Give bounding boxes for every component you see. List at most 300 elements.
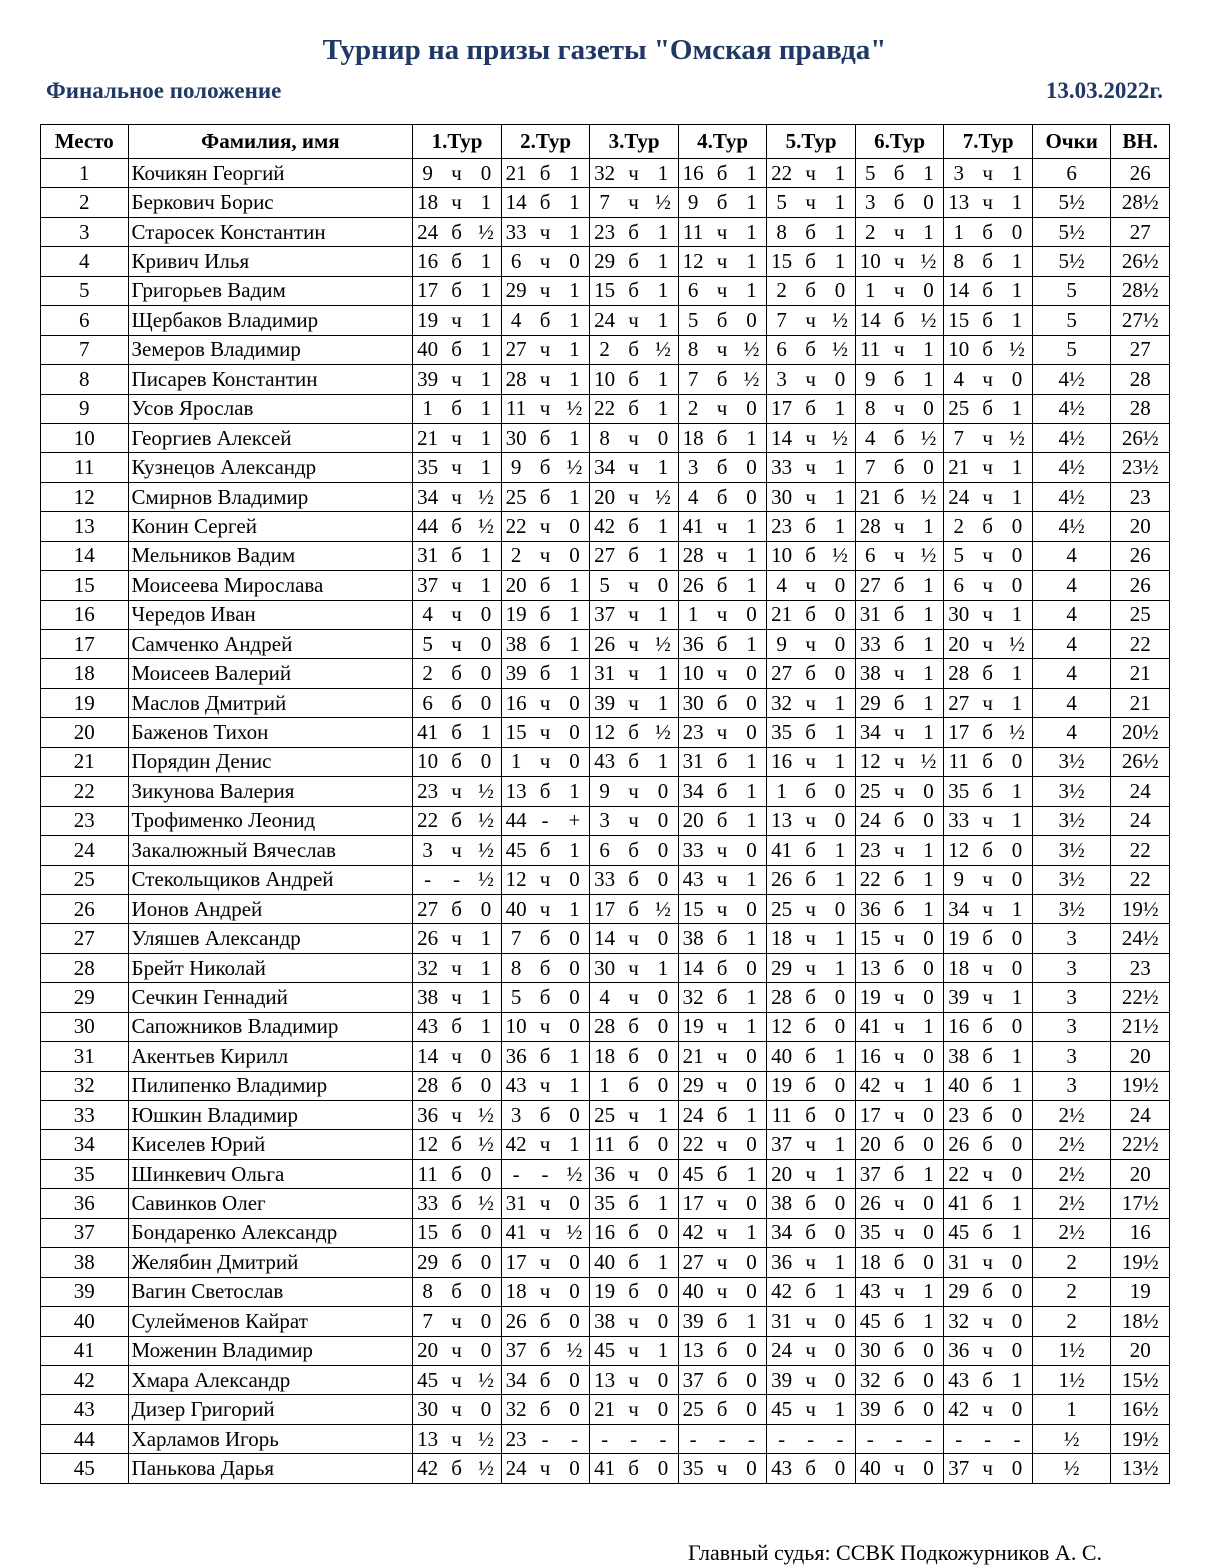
tiebreak-cell: 27½ [1111, 306, 1170, 335]
color-cell: б [885, 806, 914, 835]
color-cell: ч [885, 512, 914, 541]
opponent-cell: 28 [678, 541, 707, 570]
result-cell: 1 [737, 806, 767, 835]
color-cell: ч [442, 630, 471, 659]
result-cell: 0 [560, 247, 590, 276]
result-cell: 1 [825, 453, 855, 482]
color-cell: б [708, 571, 737, 600]
color-cell: б [619, 1277, 648, 1306]
table-row [41, 247, 1170, 276]
color-cell: б [530, 659, 559, 688]
place-cell: 35 [41, 1159, 129, 1188]
opponent-cell: 26 [501, 1307, 530, 1336]
points-cell: 4 [1032, 571, 1110, 600]
opponent-cell: 44 [501, 806, 530, 835]
result-cell: 0 [825, 1218, 855, 1247]
place-cell: 45 [41, 1454, 129, 1483]
result-cell: 1 [825, 688, 855, 717]
result-cell: 0 [1002, 1307, 1032, 1336]
result-cell: ½ [471, 1424, 501, 1453]
opponent-cell: 22 [501, 512, 530, 541]
opponent-cell: 12 [678, 247, 707, 276]
result-cell: 0 [737, 1454, 767, 1483]
result-cell: 0 [1002, 1277, 1032, 1306]
player-name-cell: Баженов Тихон [128, 718, 413, 747]
color-cell: ч [708, 1012, 737, 1041]
color-cell: ч [708, 1218, 737, 1247]
opponent-cell: 17 [590, 894, 619, 923]
color-cell: б [885, 453, 914, 482]
table-row [41, 1042, 1170, 1071]
opponent-cell: 37 [413, 571, 442, 600]
result-cell: 1 [1002, 983, 1032, 1012]
color-cell: б [885, 1248, 914, 1277]
result-cell: 1 [737, 1101, 767, 1130]
result-cell: 0 [560, 1454, 590, 1483]
table-row [41, 335, 1170, 364]
opponent-cell: 34 [678, 777, 707, 806]
result-cell: 1 [914, 217, 944, 246]
opponent-cell: 39 [678, 1307, 707, 1336]
points-cell: 2½ [1032, 1130, 1110, 1159]
points-cell: 3½ [1032, 806, 1110, 835]
color-cell: б [530, 1101, 559, 1130]
result-cell: 0 [648, 423, 678, 452]
color-cell: ч [530, 747, 559, 776]
color-cell: ч [708, 865, 737, 894]
opponent-cell: 5 [678, 306, 707, 335]
table-row [41, 1336, 1170, 1365]
color-cell: ч [530, 394, 559, 423]
color-cell: ч [619, 1101, 648, 1130]
color-cell: ч [442, 188, 471, 217]
color-cell: б [619, 1454, 648, 1483]
tiebreak-cell: 24 [1111, 806, 1170, 835]
table-row [41, 512, 1170, 541]
color-cell: ч [885, 836, 914, 865]
color-cell: б [796, 1012, 825, 1041]
color-cell: ч [708, 247, 737, 276]
opponent-cell: 29 [501, 276, 530, 305]
opponent-cell: 31 [944, 1248, 973, 1277]
opponent-cell: 31 [855, 600, 884, 629]
result-cell: 0 [1002, 217, 1032, 246]
color-cell: ч [530, 1189, 559, 1218]
result-cell: ½ [1002, 423, 1032, 452]
opponent-cell: 10 [767, 541, 796, 570]
player-name-cell: Панькова Дарья [128, 1454, 413, 1483]
opponent-cell: 23 [678, 718, 707, 747]
color-cell: б [619, 1071, 648, 1100]
result-cell: 0 [914, 983, 944, 1012]
points-cell: 4 [1032, 718, 1110, 747]
points-cell: 4 [1032, 630, 1110, 659]
opponent-cell: 36 [944, 1336, 973, 1365]
player-name-cell: Щербаков Владимир [128, 306, 413, 335]
result-cell: 1 [648, 1101, 678, 1130]
tiebreak-cell: 15½ [1111, 1365, 1170, 1394]
table-row [41, 953, 1170, 982]
table-row [41, 865, 1170, 894]
result-cell: 0 [914, 1248, 944, 1277]
result-cell: 0 [471, 1248, 501, 1277]
opponent-cell: 27 [590, 541, 619, 570]
opponent-cell: 27 [678, 1248, 707, 1277]
opponent-cell: 10 [944, 335, 973, 364]
opponent-cell: 9 [413, 159, 442, 188]
color-cell: ч [530, 1454, 559, 1483]
color-cell: б [619, 894, 648, 923]
opponent-cell: 33 [944, 806, 973, 835]
color-cell: б [708, 159, 737, 188]
result-cell: ½ [471, 806, 501, 835]
opponent-cell: 3 [678, 453, 707, 482]
player-name-cell: Кривич Илья [128, 247, 413, 276]
opponent-cell: 32 [501, 1395, 530, 1424]
opponent-cell: 43 [501, 1071, 530, 1100]
result-cell: 0 [560, 1307, 590, 1336]
player-name-cell: Трофименко Леонид [128, 806, 413, 835]
result-cell: 0 [648, 1159, 678, 1188]
result-cell: 1 [560, 188, 590, 217]
opponent-cell: 7 [501, 924, 530, 953]
color-cell: ч [708, 1071, 737, 1100]
color-cell: б [619, 217, 648, 246]
result-cell: ½ [471, 1101, 501, 1130]
opponent-cell: 26 [413, 924, 442, 953]
opponent-cell: 31 [767, 1307, 796, 1336]
result-cell: 1 [471, 247, 501, 276]
player-name-cell: Мельников Вадим [128, 541, 413, 570]
color-cell: б [973, 1365, 1002, 1394]
color-cell: ч [619, 777, 648, 806]
color-cell: б [530, 453, 559, 482]
color-cell: б [973, 394, 1002, 423]
result-cell: ½ [737, 365, 767, 394]
result-cell: 0 [1002, 747, 1032, 776]
result-cell: 0 [1002, 1454, 1032, 1483]
result-cell: 1 [825, 159, 855, 188]
color-cell: б [619, 394, 648, 423]
color-cell: б [442, 1012, 471, 1041]
color-cell: б [708, 777, 737, 806]
opponent-cell: 15 [944, 306, 973, 335]
result-cell: 0 [825, 1454, 855, 1483]
opponent-cell: 6 [501, 247, 530, 276]
tiebreak-cell: 28½ [1111, 276, 1170, 305]
opponent-cell: 13 [855, 953, 884, 982]
color-cell: б [708, 188, 737, 217]
result-cell: 1 [560, 659, 590, 688]
result-cell: 0 [560, 1365, 590, 1394]
result-cell: 1 [648, 247, 678, 276]
result-cell: 0 [825, 365, 855, 394]
color-cell: б [796, 777, 825, 806]
color-cell: б [442, 659, 471, 688]
tiebreak-cell: 27 [1111, 217, 1170, 246]
color-cell: ч [796, 688, 825, 717]
opponent-cell: 28 [501, 365, 530, 394]
color-cell: ч [796, 630, 825, 659]
color-cell: б [619, 1042, 648, 1071]
result-cell: 1 [648, 688, 678, 717]
opponent-cell: 12 [855, 747, 884, 776]
opponent-cell: 33 [855, 630, 884, 659]
opponent-cell: 39 [855, 1395, 884, 1424]
result-cell: 1 [560, 600, 590, 629]
opponent-cell: 2 [413, 659, 442, 688]
color-cell: б [885, 1130, 914, 1159]
place-cell: 36 [41, 1189, 129, 1218]
result-cell: 1 [1002, 188, 1032, 217]
color-cell: ч [442, 1365, 471, 1394]
result-cell: 1 [737, 217, 767, 246]
color-cell: ч [796, 1336, 825, 1365]
color-cell: б [885, 1307, 914, 1336]
result-cell: 0 [648, 777, 678, 806]
result-cell: 0 [914, 1130, 944, 1159]
result-cell: ½ [825, 306, 855, 335]
opponent-cell: 29 [767, 953, 796, 982]
result-cell: 1 [648, 1189, 678, 1218]
color-cell: б [530, 1395, 559, 1424]
color-cell: ч [708, 718, 737, 747]
color-cell: б [885, 630, 914, 659]
place-cell: 14 [41, 541, 129, 570]
color-cell: б [442, 394, 471, 423]
color-cell: б [796, 394, 825, 423]
color-cell: ч [796, 188, 825, 217]
color-cell: ч [619, 806, 648, 835]
result-cell: 1 [648, 217, 678, 246]
result-cell: 1 [648, 1248, 678, 1277]
result-cell: ½ [648, 630, 678, 659]
color-cell: б [885, 571, 914, 600]
color-cell: ч [973, 571, 1002, 600]
opponent-cell: 32 [590, 159, 619, 188]
result-cell: 0 [914, 1454, 944, 1483]
color-cell: ч [708, 512, 737, 541]
opponent-cell: 21 [678, 1042, 707, 1071]
color-cell: ч [442, 983, 471, 1012]
result-cell: 1 [825, 953, 855, 982]
color-cell: б [885, 953, 914, 982]
place-cell: 24 [41, 836, 129, 865]
result-cell: 0 [1002, 1101, 1032, 1130]
player-name-cell: Желябин Дмитрий [128, 1248, 413, 1277]
opponent-cell: 42 [501, 1130, 530, 1159]
opponent-cell: 35 [855, 1218, 884, 1247]
result-cell: 0 [648, 806, 678, 835]
color-cell: б [442, 1130, 471, 1159]
result-cell: 1 [737, 541, 767, 570]
points-cell: 2½ [1032, 1159, 1110, 1188]
tiebreak-cell: 26 [1111, 571, 1170, 600]
result-cell: 1 [1002, 806, 1032, 835]
opponent-cell: 25 [590, 1101, 619, 1130]
place-cell: 20 [41, 718, 129, 747]
result-cell: 0 [648, 571, 678, 600]
opponent-cell: 1 [590, 1071, 619, 1100]
color-cell: б [796, 1189, 825, 1218]
result-cell: 0 [914, 1218, 944, 1247]
opponent-cell: 22 [855, 865, 884, 894]
table-row [41, 718, 1170, 747]
result-cell: 0 [648, 836, 678, 865]
color-cell: ч [796, 1307, 825, 1336]
page-title: Турнир на призы газеты "Омская правда" [322, 34, 887, 66]
table-row [41, 1071, 1170, 1100]
result-cell: ½ [825, 423, 855, 452]
player-name-cell: Самченко Андрей [128, 630, 413, 659]
result-cell: 1 [1002, 1071, 1032, 1100]
points-cell: 4 [1032, 659, 1110, 688]
tiebreak-cell: 21½ [1111, 1012, 1170, 1041]
result-cell: 0 [737, 1071, 767, 1100]
opponent-cell: 26 [944, 1130, 973, 1159]
player-name-cell: Чередов Иван [128, 600, 413, 629]
player-name-cell: Моисеев Валерий [128, 659, 413, 688]
result-cell: 1 [914, 1159, 944, 1188]
player-name-cell: Моженин Владимир [128, 1336, 413, 1365]
color-cell: ч [885, 983, 914, 1012]
opponent-cell: 29 [678, 1071, 707, 1100]
color-cell: б [442, 718, 471, 747]
opponent-cell: 1 [678, 600, 707, 629]
result-cell: 1 [1002, 159, 1032, 188]
result-cell: 1 [648, 306, 678, 335]
color-cell: ч [885, 659, 914, 688]
opponent-cell: 23 [767, 512, 796, 541]
color-cell: б [796, 600, 825, 629]
points-cell: 4½ [1032, 423, 1110, 452]
result-cell: 0 [737, 1365, 767, 1394]
points-cell: 2 [1032, 1277, 1110, 1306]
result-cell: 1 [914, 159, 944, 188]
points-cell: ½ [1032, 1454, 1110, 1483]
opponent-cell: 33 [767, 453, 796, 482]
result-cell: 1 [1002, 1189, 1032, 1218]
color-cell: - [442, 865, 471, 894]
result-cell: 1 [1002, 1042, 1032, 1071]
color-cell: ч [619, 1159, 648, 1188]
player-name-cell: Моисеева Мирослава [128, 571, 413, 600]
result-cell: 1 [1002, 394, 1032, 423]
table-row [41, 600, 1170, 629]
place-cell: 30 [41, 1012, 129, 1041]
opponent-cell: 11 [944, 747, 973, 776]
result-cell: 1 [560, 630, 590, 659]
tiebreak-cell: 26 [1111, 541, 1170, 570]
player-name-cell: Харламов Игорь [128, 1424, 413, 1453]
opponent-cell: 5 [944, 541, 973, 570]
result-cell: 0 [1002, 1159, 1032, 1188]
color-cell: б [796, 718, 825, 747]
opponent-cell: 19 [413, 306, 442, 335]
color-cell: ч [885, 335, 914, 364]
opponent-cell: 10 [501, 1012, 530, 1041]
color-cell: б [442, 1277, 471, 1306]
opponent-cell: 41 [501, 1218, 530, 1247]
points-cell: ½ [1032, 1424, 1110, 1453]
result-cell: 1 [825, 1042, 855, 1071]
header-round-3: 3.Тур [590, 125, 679, 159]
opponent-cell: 17 [501, 1248, 530, 1277]
color-cell: ч [973, 688, 1002, 717]
result-cell: 1 [737, 1307, 767, 1336]
opponent-cell: 43 [413, 1012, 442, 1041]
color-cell: ч [442, 1101, 471, 1130]
result-cell: 1 [825, 482, 855, 511]
header-round-4: 4.Тур [678, 125, 767, 159]
tiebreak-cell: 24 [1111, 777, 1170, 806]
color-cell: ч [619, 188, 648, 217]
color-cell: ч [442, 482, 471, 511]
color-cell: б [708, 1307, 737, 1336]
result-cell: 1 [737, 1218, 767, 1247]
color-cell: ч [442, 1395, 471, 1424]
result-cell: 0 [560, 1277, 590, 1306]
color-cell: б [708, 953, 737, 982]
result-cell: 0 [560, 541, 590, 570]
result-cell: 1 [1002, 777, 1032, 806]
opponent-cell: 34 [590, 453, 619, 482]
result-cell: 1 [560, 1071, 590, 1100]
opponent-cell: 38 [767, 1189, 796, 1218]
opponent-cell: 14 [413, 1042, 442, 1071]
color-cell: ч [973, 865, 1002, 894]
color-cell: ч [973, 365, 1002, 394]
result-cell: 0 [1002, 836, 1032, 865]
result-cell: ½ [914, 482, 944, 511]
result-cell: ½ [560, 394, 590, 423]
result-cell: 1 [825, 1130, 855, 1159]
color-cell: б [708, 806, 737, 835]
color-cell: ч [973, 188, 1002, 217]
color-cell: ч [530, 512, 559, 541]
result-cell: 0 [737, 1189, 767, 1218]
header-round-2: 2.Тур [501, 125, 590, 159]
place-cell: 10 [41, 423, 129, 452]
result-cell: 0 [914, 924, 944, 953]
color-cell: б [885, 1159, 914, 1188]
result-cell: ½ [648, 335, 678, 364]
result-cell: 0 [737, 1336, 767, 1365]
result-cell: 0 [560, 1012, 590, 1041]
opponent-cell: 39 [590, 688, 619, 717]
result-cell: 0 [560, 924, 590, 953]
result-cell: 0 [560, 1395, 590, 1424]
opponent-cell: 32 [413, 953, 442, 982]
result-cell: 0 [471, 894, 501, 923]
opponent-cell: 4 [590, 983, 619, 1012]
opponent-cell: 2 [855, 217, 884, 246]
color-cell: ч [708, 836, 737, 865]
result-cell: 0 [914, 1101, 944, 1130]
color-cell: б [885, 894, 914, 923]
color-cell: б [619, 1218, 648, 1247]
result-cell: ½ [648, 188, 678, 217]
color-cell: ч [708, 276, 737, 305]
opponent-cell: 32 [678, 983, 707, 1012]
result-cell: 1 [825, 747, 855, 776]
opponent-cell: 8 [413, 1277, 442, 1306]
result-cell: 0 [1002, 953, 1032, 982]
result-cell: 0 [560, 747, 590, 776]
opponent-cell: 33 [678, 836, 707, 865]
opponent-cell: 42 [678, 1218, 707, 1247]
opponent-cell: 3 [501, 1101, 530, 1130]
